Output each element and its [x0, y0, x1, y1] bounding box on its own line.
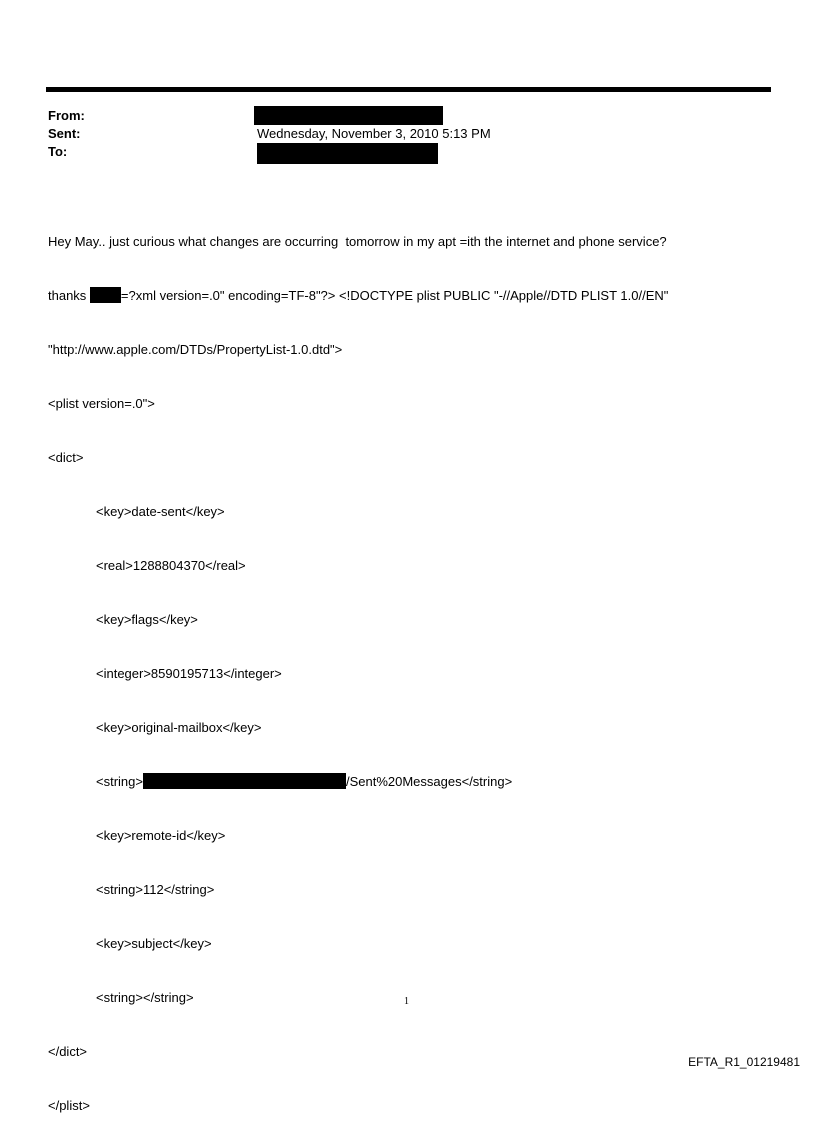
body-line: <key>remote-id</key> — [96, 828, 226, 843]
email-body — [48, 197, 788, 1133]
header-rule — [46, 87, 771, 92]
sent-label: Sent: — [48, 126, 81, 141]
document-id: EFTA_R1_01219481 — [688, 1055, 800, 1069]
body-line: <real>1288804370</real> — [96, 558, 246, 573]
name-redaction — [90, 287, 121, 303]
body-line: "http://www.apple.com/DTDs/PropertyList-1.0.dtd"> — [48, 342, 343, 357]
to-label: To: — [48, 144, 68, 159]
body-line: </plist> — [48, 1098, 90, 1113]
body-line: <string> /Sent%20Messages</string> — [96, 774, 513, 789]
body-line: <key>flags</key> — [96, 612, 198, 627]
body-line: </dict> — [48, 1044, 88, 1059]
sent-value: Wednesday, November 3, 2010 5:13 PM — [257, 126, 491, 141]
body-line: <plist version=.0"> — [48, 396, 155, 411]
page-number: 1 — [404, 996, 409, 1007]
from-redaction — [254, 106, 443, 125]
to-redaction — [257, 143, 438, 164]
body-line: <key>subject</key> — [96, 936, 212, 951]
from-label: From: — [48, 108, 85, 123]
body-line: <integer>8590195713</integer> — [96, 666, 282, 681]
mailbox-redaction — [143, 773, 346, 789]
body-line: <dict> — [48, 450, 84, 465]
body-line: <string>112</string> — [96, 882, 215, 897]
body-line: <key>date-sent</key> — [96, 504, 225, 519]
body-line: <key>original-mailbox</key> — [96, 720, 262, 735]
body-line: Hey May.. just curious what changes are occurring tomorrow in my apt =ith the internet and phone service? — [48, 234, 667, 249]
body-line: thanks =?xml version=.0" encoding=TF-8"?> <!DOCTYPE plist PUBLIC "-//Apple//DTD PLIST 1.0//EN" — [48, 288, 669, 303]
body-line: <string></string> — [96, 990, 194, 1005]
